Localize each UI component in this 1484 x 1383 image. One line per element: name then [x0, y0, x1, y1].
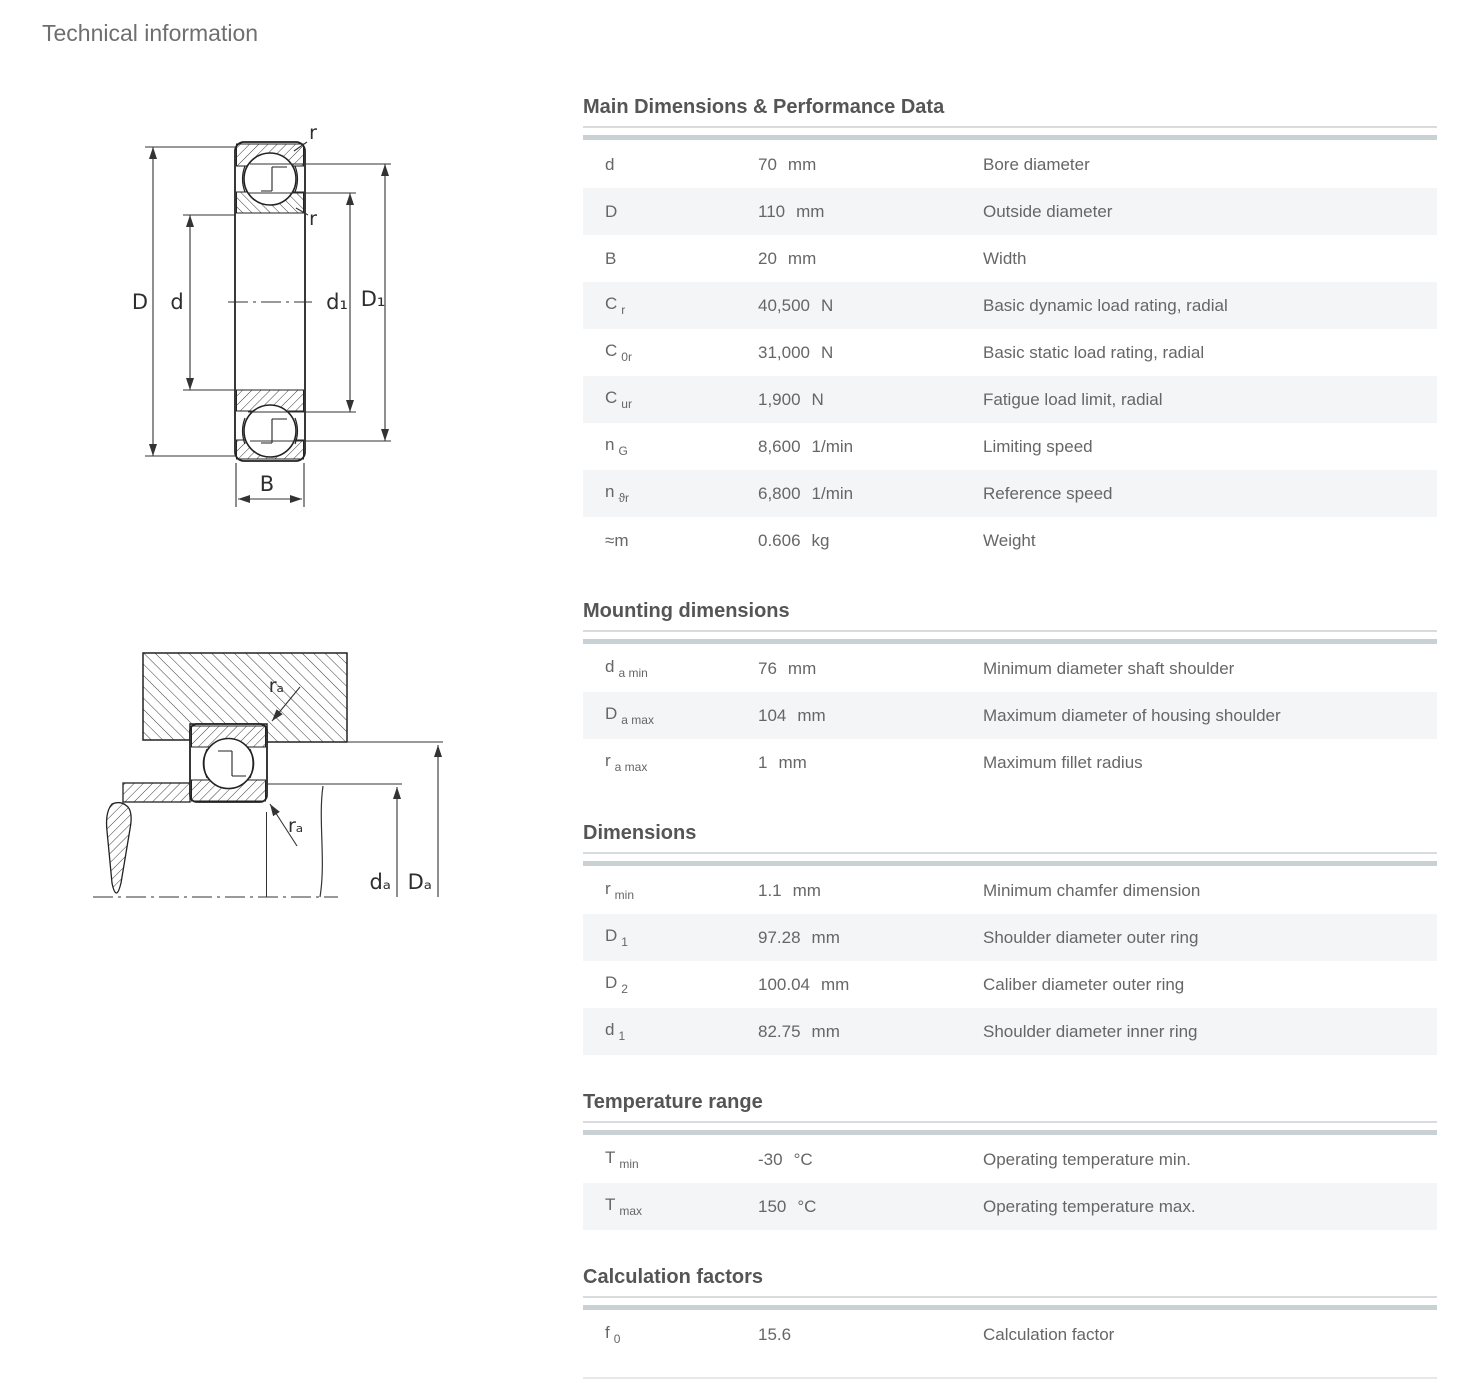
description-cell: Basic dynamic load rating, radial: [983, 295, 1228, 315]
description-cell: Calculation factor: [983, 1324, 1115, 1344]
value-cell: 97.28 mm: [758, 927, 840, 947]
symbol-cell: r $_{a max}$: [605, 751, 648, 774]
spec-row: [583, 961, 1437, 1008]
spec-row: [583, 423, 1437, 470]
section-divider: [583, 1296, 1437, 1311]
spec-section: [583, 1267, 1437, 1358]
page-title: Technical information: [42, 20, 259, 46]
description-cell: Minimum chamfer dimension: [983, 880, 1201, 900]
description-cell: Minimum diameter shaft shoulder: [983, 658, 1235, 678]
description-cell: Limiting speed: [983, 436, 1093, 456]
symbol-cell: f $_0$: [605, 1323, 621, 1346]
section-title: Calculation factors: [583, 1266, 764, 1288]
mounting-arrangement-figure: [80, 635, 480, 915]
symbol-cell: D $_{a max}$: [605, 704, 654, 727]
spec-row: [583, 376, 1437, 423]
section-divider: [583, 630, 1437, 645]
symbol-cell: D $_1$: [605, 926, 628, 949]
bottom-divider: [583, 1377, 1437, 1379]
description-cell: Weight: [983, 530, 1036, 550]
section-divider: [583, 126, 1437, 141]
bearing-cross-section-figure: [115, 113, 435, 533]
symbol-cell: D: [605, 201, 618, 221]
spec-row: [583, 739, 1437, 786]
description-cell: Basic static load rating, radial: [983, 342, 1205, 362]
section-title: Temperature range: [583, 1091, 763, 1113]
symbol-cell: T $_{min}$: [605, 1148, 639, 1171]
spec-row: [583, 470, 1437, 517]
symbol-cell: C $_{0r}$: [605, 341, 632, 364]
value-cell: 40,500 N: [758, 295, 834, 315]
spec-section: [583, 1092, 1437, 1230]
value-cell: 1,900 N: [758, 389, 824, 409]
shaft-break-section: [107, 803, 132, 893]
value-cell: 150 °C: [758, 1196, 817, 1216]
value-cell: 1.1 mm: [758, 880, 821, 900]
label-shaft-shoulder-diameter: dₐ: [369, 870, 391, 894]
label-shoulder-inner: d₁: [326, 290, 348, 314]
description-cell: Bore diameter: [983, 154, 1090, 174]
description-cell: Shoulder diameter inner ring: [983, 1021, 1198, 1041]
spec-row: [583, 282, 1437, 329]
spec-row: [583, 235, 1437, 282]
spec-row: [583, 1183, 1437, 1230]
label-chamfer-top: r: [309, 122, 317, 144]
symbol-cell: B: [605, 248, 617, 268]
spec-section: [583, 601, 1437, 786]
spec-row: [583, 645, 1437, 692]
label-bore-diameter: d: [170, 290, 184, 314]
spec-row: [583, 188, 1437, 235]
description-cell: Operating temperature max.: [983, 1196, 1196, 1216]
value-cell: 6,800 1/min: [758, 483, 854, 503]
description-cell: Shoulder diameter outer ring: [983, 927, 1199, 947]
description-cell: Width: [983, 248, 1027, 268]
symbol-cell: d: [605, 154, 615, 174]
symbol-cell: d $_{a min}$: [605, 657, 648, 680]
spec-row: [583, 867, 1437, 914]
symbol-cell: C $_{ur}$: [605, 388, 632, 411]
value-cell: 110 mm: [758, 201, 825, 221]
label-chamfer-mid: r: [309, 208, 317, 230]
label-fillet-bottom: rₐ: [288, 815, 304, 837]
description-cell: Caliber diameter outer ring: [983, 974, 1185, 994]
spec-row: [583, 1311, 1437, 1358]
section-divider: [583, 852, 1437, 867]
value-cell: 15.6: [758, 1324, 792, 1344]
description-cell: Outside diameter: [983, 201, 1113, 221]
ball-bottom: [244, 405, 296, 457]
spec-row: [583, 692, 1437, 739]
description-cell: Fatigue load limit, radial: [983, 389, 1163, 409]
symbol-cell: d $_1$: [605, 1020, 626, 1043]
description-cell: Reference speed: [983, 483, 1113, 503]
symbol-cell: C $_r$: [605, 294, 626, 317]
spec-row: [583, 1136, 1437, 1183]
bearing-section: [190, 724, 267, 802]
spec-row: [583, 517, 1437, 564]
shaft-shoulder: [123, 783, 190, 802]
spec-section: [583, 97, 1437, 564]
spec-row: [583, 914, 1437, 961]
ball: [204, 739, 254, 789]
symbol-cell: ≈m: [605, 530, 629, 550]
symbol-cell: n $_G$: [605, 435, 628, 458]
mounting-arrangement-drawing: [80, 635, 480, 915]
value-cell: 8,600 1/min: [758, 436, 854, 456]
label-fillet-top: rₐ: [268, 675, 284, 697]
value-cell: 100.04 mm: [758, 974, 850, 994]
value-cell: 31,000 N: [758, 342, 834, 362]
bearing-cross-section-drawing: [115, 113, 435, 533]
value-cell: 70 mm: [758, 154, 817, 174]
ball-top: [244, 153, 296, 205]
shaft-break-line: [320, 786, 323, 897]
section-divider: [583, 1121, 1437, 1136]
spec-section: [583, 823, 1437, 1055]
value-cell: -30 °C: [758, 1149, 813, 1169]
label-housing-shoulder-diameter: Dₐ: [407, 870, 432, 894]
symbol-cell: n $_{ϑr}$: [605, 482, 630, 505]
value-cell: 104 mm: [758, 705, 826, 725]
description-cell: Maximum fillet radius: [983, 752, 1143, 772]
value-cell: 0.606 kg: [758, 530, 830, 550]
symbol-cell: T $_{max}$: [605, 1195, 643, 1218]
label-shoulder-outer: D₁: [360, 287, 386, 311]
label-width: B: [259, 472, 275, 496]
section-title: Dimensions: [583, 822, 697, 844]
value-cell: 76 mm: [758, 658, 817, 678]
spec-row: [583, 329, 1437, 376]
section-title: Mounting dimensions: [583, 600, 790, 622]
symbol-cell: r $_{min}$: [605, 879, 635, 902]
section-title: Main Dimensions & Performance Data: [583, 96, 945, 118]
spec-row: [583, 1008, 1437, 1055]
value-cell: 1 mm: [758, 752, 807, 772]
description-cell: Operating temperature min.: [983, 1149, 1191, 1169]
value-cell: 20 mm: [758, 248, 817, 268]
value-cell: 82.75 mm: [758, 1021, 840, 1041]
spec-row: [583, 141, 1437, 188]
description-cell: Maximum diameter of housing shoulder: [983, 705, 1281, 725]
spec-tables: [583, 97, 1437, 1358]
label-outside-diameter: D: [131, 290, 149, 314]
symbol-cell: D $_2$: [605, 973, 628, 996]
